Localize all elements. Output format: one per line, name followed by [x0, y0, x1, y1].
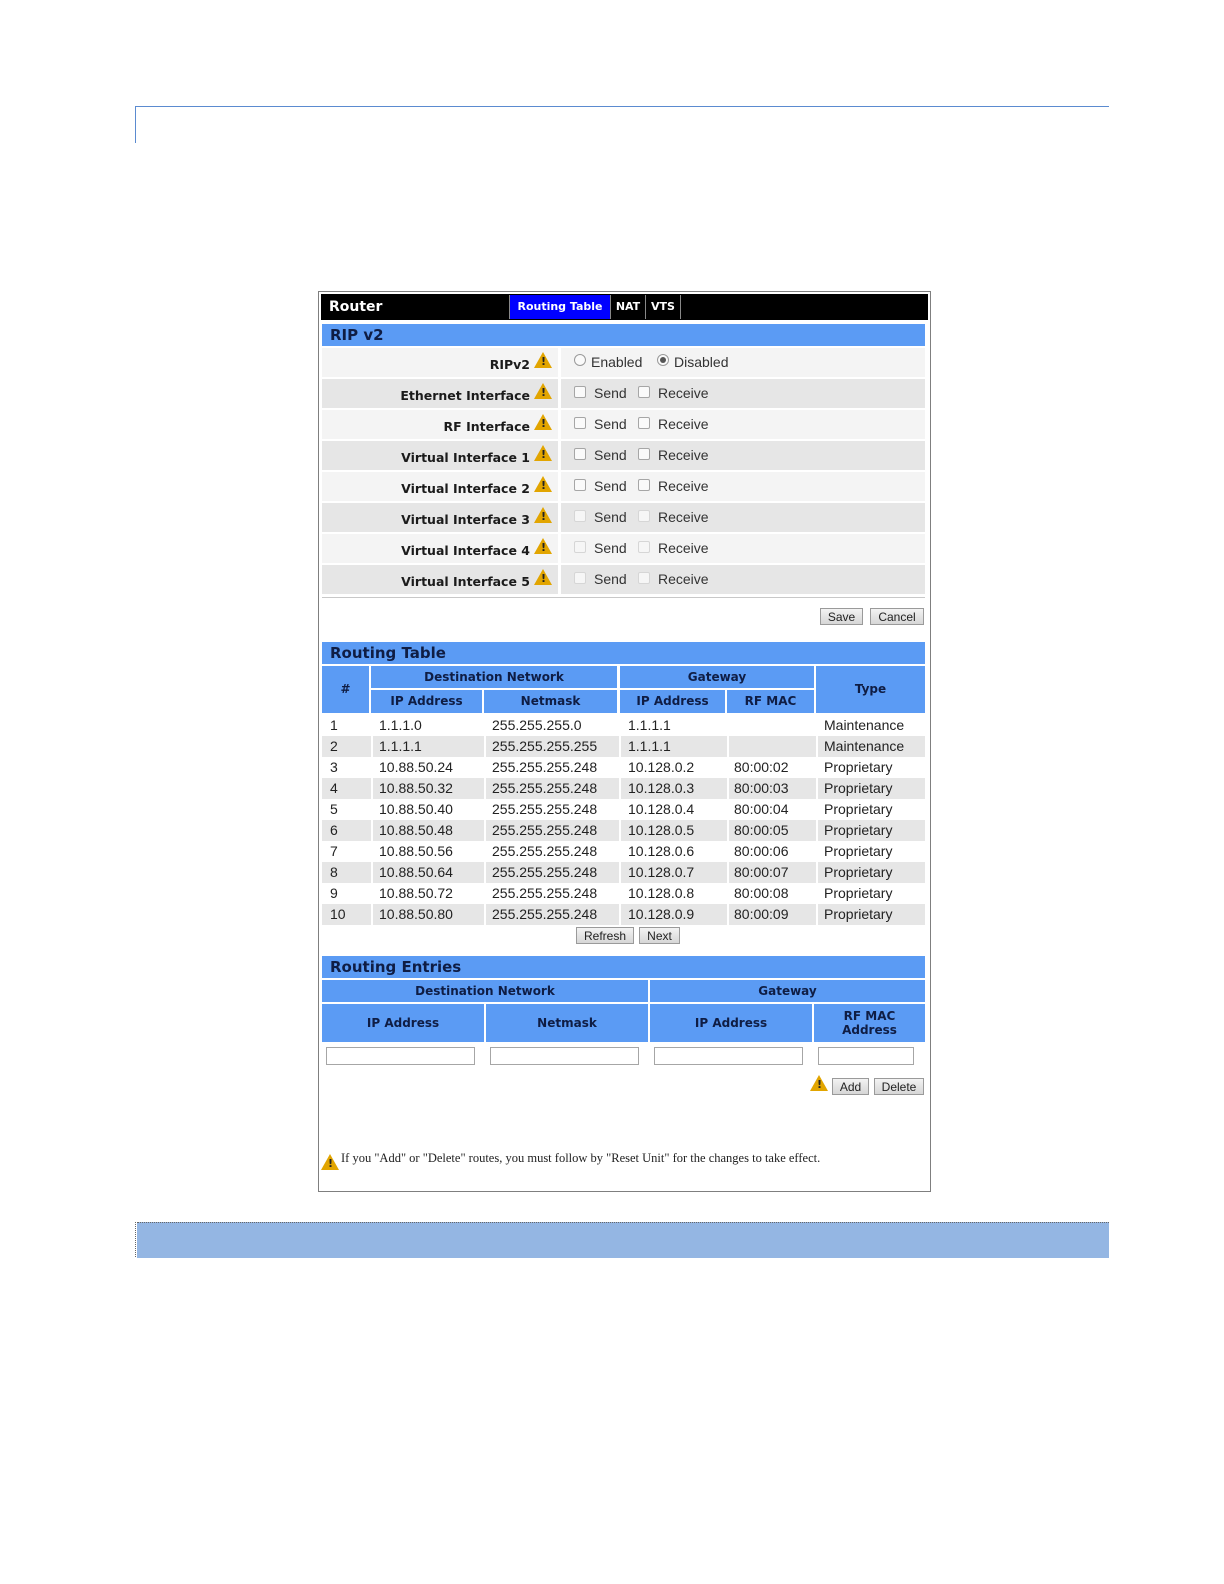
cell-divider: [816, 757, 818, 778]
add-button[interactable]: Add: [832, 1078, 869, 1095]
receive-label: Receive: [658, 571, 709, 587]
row-number: 4: [330, 780, 338, 796]
type-cell: Maintenance: [824, 717, 905, 733]
interface-label: Virtual Interface 2: [401, 481, 530, 496]
gateway-ip-cell: 10.128.0.6: [628, 843, 695, 859]
send-checkbox[interactable]: [574, 479, 586, 491]
destination-network-header: Destination Network: [371, 666, 617, 688]
page-header-rule: [135, 106, 1109, 107]
send-checkbox[interactable]: [574, 572, 586, 584]
send-checkbox[interactable]: [574, 448, 586, 460]
rf-mac-cell: 80:00:03: [734, 780, 789, 796]
cell-divider: [816, 841, 818, 862]
page-footer-band: [137, 1222, 1109, 1258]
entry-ip-input[interactable]: [326, 1047, 475, 1065]
warning-icon: [810, 1075, 828, 1091]
table-row: [322, 778, 925, 799]
interface-label: Virtual Interface 5: [401, 574, 530, 589]
gateway-ip-cell: 10.128.0.4: [628, 801, 695, 817]
receive-label: Receive: [658, 447, 709, 463]
cell-divider: [484, 757, 486, 778]
cell-divider: [619, 820, 621, 841]
cell-divider: [484, 841, 486, 862]
cell-divider: [484, 715, 486, 736]
receive-checkbox[interactable]: [638, 541, 650, 553]
dest-ip-cell: 10.88.50.40: [379, 801, 453, 817]
cell-divider: [619, 904, 621, 925]
cell-divider: [619, 736, 621, 757]
entry-gateway-ip-input[interactable]: [654, 1047, 803, 1065]
table-row: [322, 799, 925, 820]
cell-divider: [371, 715, 373, 736]
dest-ip-cell: 10.88.50.64: [379, 864, 453, 880]
receive-label: Receive: [658, 509, 709, 525]
send-label: Send: [594, 385, 627, 401]
dest-ip-cell: 1.1.1.0: [379, 717, 422, 733]
entries-destination-header: Destination Network: [322, 980, 648, 1002]
interface-label: RF Interface: [443, 419, 530, 434]
send-checkbox[interactable]: [574, 386, 586, 398]
entries-gateway-ip-header: IP Address: [650, 1004, 812, 1042]
interface-label: Virtual Interface 3: [401, 512, 530, 527]
send-label: Send: [594, 447, 627, 463]
receive-checkbox[interactable]: [638, 510, 650, 522]
rf-mac-cell: 80:00:04: [734, 801, 789, 817]
dest-ip-cell: 10.88.50.80: [379, 906, 453, 922]
tab-nat[interactable]: NAT: [610, 295, 645, 319]
cell-divider: [816, 778, 818, 799]
send-label: Send: [594, 509, 627, 525]
cell-divider: [371, 820, 373, 841]
cell-divider: [371, 841, 373, 862]
ripv2-enabled-label: Enabled: [591, 354, 643, 370]
table-row: [322, 736, 925, 757]
netmask-cell: 255.255.255.248: [492, 822, 598, 838]
dest-ip-cell: 1.1.1.1: [379, 738, 422, 754]
cell-divider: [619, 862, 621, 883]
cell-divider: [371, 883, 373, 904]
cell-divider: [727, 883, 729, 904]
send-label: Send: [594, 478, 627, 494]
row-number: 6: [330, 822, 338, 838]
tab-routing-table[interactable]: Routing Table: [509, 295, 610, 319]
type-cell: Proprietary: [824, 906, 893, 922]
page-header-rule-left: [135, 106, 136, 143]
warning-icon: [534, 507, 552, 523]
send-checkbox[interactable]: [574, 541, 586, 553]
send-checkbox[interactable]: [574, 510, 586, 522]
receive-checkbox[interactable]: [638, 448, 650, 460]
col-num-header: #: [322, 666, 369, 713]
gateway-ip-cell: 10.128.0.2: [628, 759, 695, 775]
table-row: [322, 715, 925, 736]
rip-interface-row: [322, 503, 925, 532]
dest-ip-cell: 10.88.50.32: [379, 780, 453, 796]
receive-checkbox[interactable]: [638, 479, 650, 491]
rip-interface-row: [322, 565, 925, 594]
cell-divider: [371, 778, 373, 799]
rf-mac-cell: 80:00:08: [734, 885, 789, 901]
row-number: 1: [330, 717, 338, 733]
warning-icon: [534, 538, 552, 554]
warning-icon: [534, 414, 552, 430]
rip-interface-row: [322, 534, 925, 563]
netmask-cell: 255.255.255.248: [492, 864, 598, 880]
row-number: 8: [330, 864, 338, 880]
rip-interface-row: [322, 410, 925, 439]
table-row: [322, 862, 925, 883]
rip-interface-row: [322, 379, 925, 408]
cancel-button[interactable]: Cancel: [870, 608, 924, 625]
cell-divider: [816, 820, 818, 841]
table-row: [322, 883, 925, 904]
cell-divider: [484, 736, 486, 757]
router-window: [318, 291, 931, 1192]
receive-label: Receive: [658, 478, 709, 494]
ripv2-disabled-radio[interactable]: [657, 354, 669, 366]
entries-ip-header: IP Address: [322, 1004, 484, 1042]
send-checkbox[interactable]: [574, 417, 586, 429]
table-row: [322, 904, 925, 925]
table-row: [322, 757, 925, 778]
cell-divider: [371, 757, 373, 778]
cell-divider: [484, 799, 486, 820]
cell-divider: [371, 799, 373, 820]
warning-icon: [534, 352, 552, 368]
rf-mac-cell: 80:00:02: [734, 759, 789, 775]
rip-interface-row: [322, 441, 925, 470]
type-cell: Proprietary: [824, 801, 893, 817]
cell-divider: [727, 904, 729, 925]
type-cell: Proprietary: [824, 885, 893, 901]
cell-divider: [484, 778, 486, 799]
warning-icon: [321, 1154, 339, 1170]
netmask-cell: 255.255.255.248: [492, 843, 598, 859]
send-label: Send: [594, 540, 627, 556]
receive-checkbox[interactable]: [638, 417, 650, 429]
top-nav-bar: [321, 294, 928, 320]
dest-ip-cell: 10.88.50.56: [379, 843, 453, 859]
netmask-cell: 255.255.255.248: [492, 906, 598, 922]
cell-divider: [484, 883, 486, 904]
rip-section-title: RIP v2: [322, 324, 925, 346]
receive-label: Receive: [658, 416, 709, 432]
type-header: Type: [816, 666, 925, 713]
receive-checkbox[interactable]: [638, 572, 650, 584]
save-button[interactable]: Save: [820, 608, 863, 625]
rip-row-ripv2: [322, 348, 925, 377]
routing-table-title: Routing Table: [322, 642, 925, 664]
delete-button[interactable]: Delete: [874, 1078, 924, 1095]
dest-ip-header: IP Address: [371, 690, 482, 713]
gateway-ip-cell: 10.128.0.7: [628, 864, 695, 880]
gateway-ip-cell: 10.128.0.9: [628, 906, 695, 922]
cell-divider: [816, 862, 818, 883]
receive-label: Receive: [658, 385, 709, 401]
entries-gateway-header: Gateway: [650, 980, 925, 1002]
row-number: 10: [330, 906, 346, 922]
cell-divider: [727, 715, 729, 736]
cell-divider: [816, 715, 818, 736]
netmask-cell: 255.255.255.248: [492, 885, 598, 901]
type-cell: Proprietary: [824, 780, 893, 796]
entries-rf-mac-header: [814, 1004, 925, 1042]
netmask-cell: 255.255.255.248: [492, 801, 598, 817]
entries-rf-mac-line2: Address: [842, 1023, 897, 1037]
entries-netmask-header: Netmask: [486, 1004, 648, 1042]
cell-divider: [619, 757, 621, 778]
cell-divider: [816, 883, 818, 904]
row-number: 5: [330, 801, 338, 817]
netmask-cell: 255.255.255.255: [492, 738, 598, 754]
table-row: [322, 841, 925, 862]
interface-label: Ethernet Interface: [400, 388, 530, 403]
receive-checkbox[interactable]: [638, 386, 650, 398]
divider: [322, 597, 925, 598]
footnote-text: If you "Add" or "Delete" routes, you must follow by "Reset Unit" for the changes to take effect.: [341, 1151, 821, 1165]
row-number: 2: [330, 738, 338, 754]
brand-title: Router: [329, 299, 383, 315]
interface-label: Virtual Interface 4: [401, 543, 530, 558]
dest-ip-cell: 10.88.50.24: [379, 759, 453, 775]
entry-rf-mac-input[interactable]: [818, 1047, 914, 1065]
ripv2-label: RIPv2: [489, 357, 530, 372]
type-cell: Proprietary: [824, 843, 893, 859]
table-row: [322, 820, 925, 841]
type-cell: Proprietary: [824, 822, 893, 838]
row-number: 7: [330, 843, 338, 859]
receive-label: Receive: [658, 540, 709, 556]
gateway-ip-cell: 1.1.1.1: [628, 717, 671, 733]
ripv2-enabled-radio[interactable]: [574, 354, 586, 366]
netmask-cell: 255.255.255.248: [492, 759, 598, 775]
rf-mac-header: RF MAC: [727, 690, 814, 713]
type-cell: Proprietary: [824, 864, 893, 880]
type-cell: Proprietary: [824, 759, 893, 775]
cell-divider: [727, 862, 729, 883]
gateway-ip-cell: 1.1.1.1: [628, 738, 671, 754]
gateway-ip-cell: 10.128.0.3: [628, 780, 695, 796]
send-label: Send: [594, 571, 627, 587]
cell-divider: [727, 799, 729, 820]
rip-interface-row: [322, 472, 925, 501]
cell-divider: [619, 799, 621, 820]
gateway-ip-header: IP Address: [620, 690, 725, 713]
type-cell: Maintenance: [824, 738, 905, 754]
entries-rf-mac-line1: RF MAC: [843, 1009, 896, 1023]
cell-divider: [484, 820, 486, 841]
cell-divider: [484, 904, 486, 925]
rf-mac-cell: 80:00:05: [734, 822, 789, 838]
cell-divider: [619, 841, 621, 862]
cell-divider: [816, 799, 818, 820]
cell-divider: [816, 904, 818, 925]
netmask-cell: 255.255.255.0: [492, 717, 582, 733]
dest-ip-cell: 10.88.50.48: [379, 822, 453, 838]
interface-label: Virtual Interface 1: [401, 450, 530, 465]
cell-divider: [371, 862, 373, 883]
warning-icon: [534, 569, 552, 585]
warning-icon: [534, 383, 552, 399]
warning-icon: [534, 445, 552, 461]
send-label: Send: [594, 416, 627, 432]
rf-mac-cell: 80:00:09: [734, 906, 789, 922]
gateway-ip-cell: 10.128.0.5: [628, 822, 695, 838]
cell-divider: [816, 736, 818, 757]
cell-divider: [619, 715, 621, 736]
cell-divider: [619, 883, 621, 904]
next-button[interactable]: Next: [639, 927, 680, 944]
row-number: 9: [330, 885, 338, 901]
tab-vts[interactable]: VTS: [645, 295, 681, 319]
cell-divider: [727, 736, 729, 757]
ripv2-disabled-label: Disabled: [674, 354, 729, 370]
dest-ip-cell: 10.88.50.72: [379, 885, 453, 901]
routing-entries-title: Routing Entries: [322, 956, 925, 978]
entry-netmask-input[interactable]: [490, 1047, 639, 1065]
cell-divider: [727, 820, 729, 841]
refresh-button[interactable]: Refresh: [576, 927, 634, 944]
cell-divider: [484, 862, 486, 883]
rf-mac-cell: 80:00:06: [734, 843, 789, 859]
row-number: 3: [330, 759, 338, 775]
cell-divider: [727, 841, 729, 862]
cell-divider: [727, 757, 729, 778]
warning-icon: [534, 476, 552, 492]
netmask-cell: 255.255.255.248: [492, 780, 598, 796]
gateway-header: Gateway: [620, 666, 814, 688]
gateway-ip-cell: 10.128.0.8: [628, 885, 695, 901]
cell-divider: [619, 778, 621, 799]
netmask-header: Netmask: [484, 690, 617, 713]
cell-divider: [371, 736, 373, 757]
cell-divider: [727, 778, 729, 799]
rf-mac-cell: 80:00:07: [734, 864, 789, 880]
cell-divider: [371, 904, 373, 925]
